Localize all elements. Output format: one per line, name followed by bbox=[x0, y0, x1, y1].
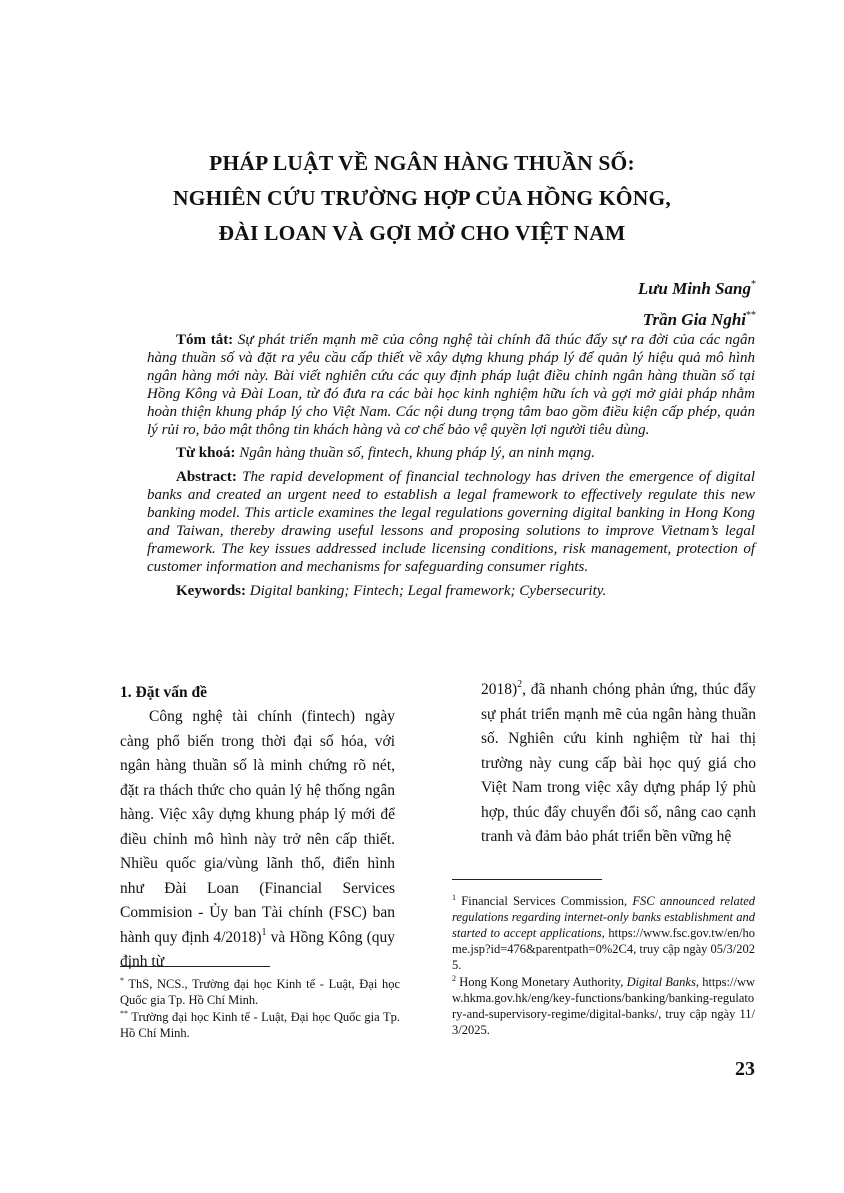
footnote-ref-2[interactable]: 2 bbox=[517, 679, 523, 690]
title-line-1: PHÁP LUẬT VỀ NGÂN HÀNG THUẦN SỐ: bbox=[209, 151, 635, 175]
title-line-2: NGHIÊN CỨU TRƯỜNG HỢP CỦA HỒNG KÔNG, bbox=[173, 186, 671, 210]
keywords-vi: Từ khoá: Ngân hàng thuần số, fintech, khung pháp lý, an ninh mạng. bbox=[176, 445, 595, 462]
author-note-1: * ThS, NCS., Trường đại học Kinh tế - Luật, Đại học Quốc gia Tp. Hồ Chí Minh. bbox=[120, 976, 400, 1007]
footnote-1: $^1$ Financial Services Commission, FSC announced related regulations regarding internet-only banks establishment and started to accept applications, https://www.fsc.gov.tw/en/home.jsp?id=476&parentpath=0%2C4, truy cập ngày 05/3/2025. bbox=[452, 893, 755, 972]
footnotes bbox=[452, 893, 755, 1039]
title-line-3: ĐÀI LOAN VÀ GỢI MỞ CHO VIỆT NAM bbox=[218, 221, 626, 245]
footnote-divider-right bbox=[452, 879, 602, 880]
author-1: Lưu Minh Sang* bbox=[637, 279, 756, 298]
footnote-divider-left bbox=[120, 966, 270, 967]
author-block bbox=[638, 271, 756, 333]
page-number: 23 bbox=[735, 1058, 755, 1080]
footnote-2: $^2$ Hong Kong Monetary Authority, Digital Banks, https://www.hkma.gov.hk/eng/key-functions/banking/banking-regulatory-and-supervisory-regime/digital-banks/, truy cập ngày 11/3/2025. bbox=[452, 974, 755, 1037]
keywords-en: Keywords: Digital banking; Fintech; Legal framework; Cybersecurity. bbox=[176, 582, 607, 599]
author-1-mark: * bbox=[751, 279, 756, 290]
author-2-mark: ** bbox=[746, 310, 756, 321]
author-note-2: ** Trường đại học Kinh tế - Luật, Đại học Quốc gia Tp. Hồ Chí Minh. bbox=[120, 1009, 400, 1040]
author-2: Trần Gia Nghi** bbox=[642, 310, 756, 329]
article-title bbox=[120, 146, 724, 251]
author-notes bbox=[120, 976, 400, 1042]
abstract-vi: Tóm tắt: Sự phát triển mạnh mẽ của công nghệ tài chính đã thúc đẩy sự ra đời của các ngân hàng thuần số và đặt ra yêu cầu cấp thiết về xây dựng khung pháp lý để quản lý hiệu quả mô hình ngân hàng mới này. Bài viết nghiên cứu các quy định pháp luật điều chỉnh ngân hàng thuần số tại Hồng Kông và Đài Loan, từ đó đưa ra các bài học kinh nghiệm hữu ích và gợi mở giải pháp nhằm hoàn thiện khung pháp lý cho Việt Nam. Các nội dung trọng tâm bao gồm điều kiện cấp phép, quản lý rủi ro, bảo mật thông tin khách hàng và cơ chế bảo vệ quyền lợi người tiêu dùng. bbox=[147, 332, 755, 438]
body-paragraph-left: Công nghệ tài chính (fintech) ngày càng phổ biến trong thời đại số hóa, với ngân hàng thuần số là minh chứng rõ nét, đặt ra thách thức cho quản lý hệ thống ngân hàng. Việc xây dựng khung pháp lý mới để điều chỉnh mô hình này trở nên cấp thiết. Nhiều quốc gia/vùng lãnh thổ, điển hình như Đài Loan (Financial Services Commision - Ủy ban Tài chính (FSC) ban hành quy định 4/2018)$^1$ và Hồng Kông (quy định từ bbox=[120, 708, 395, 970]
body-column-left bbox=[120, 678, 395, 975]
section-heading: 1. Đặt vấn đề bbox=[120, 684, 207, 701]
abstract-en: Abstract: The rapid development of financial technology has driven the emergence of digital banks and created an urgent need to establish a legal framework to effectively regulate this new banking model. This article examines the legal regulations governing digital banking in Hong Kong and Taiwan, thereby drawing useful lessons and proposing solutions to improve Vietnam’s legal framework. The key issues addressed include licensing conditions, risk management, protection of customer information and mechanisms for safeguarding consumer rights. bbox=[147, 469, 755, 575]
body-paragraph-right: 2018)$^2$, đã nhanh chóng phản ứng, thúc đẩy sự phát triển mạnh mẽ của ngân hàng thuần số. Nghiên cứu kinh nghiệm từ hai thị trường này cung cấp bài học quý giá cho Việt Nam trong việc xây dựng pháp lý phù hợp, thúc đẩy chuyển đổi số, nâng cao cạnh tranh và đảm bảo phát triển bền vững hệ bbox=[481, 679, 756, 845]
abstract-block bbox=[147, 332, 755, 607]
body-column-right bbox=[481, 678, 756, 850]
footnote-ref-1[interactable]: 1 bbox=[261, 926, 267, 938]
